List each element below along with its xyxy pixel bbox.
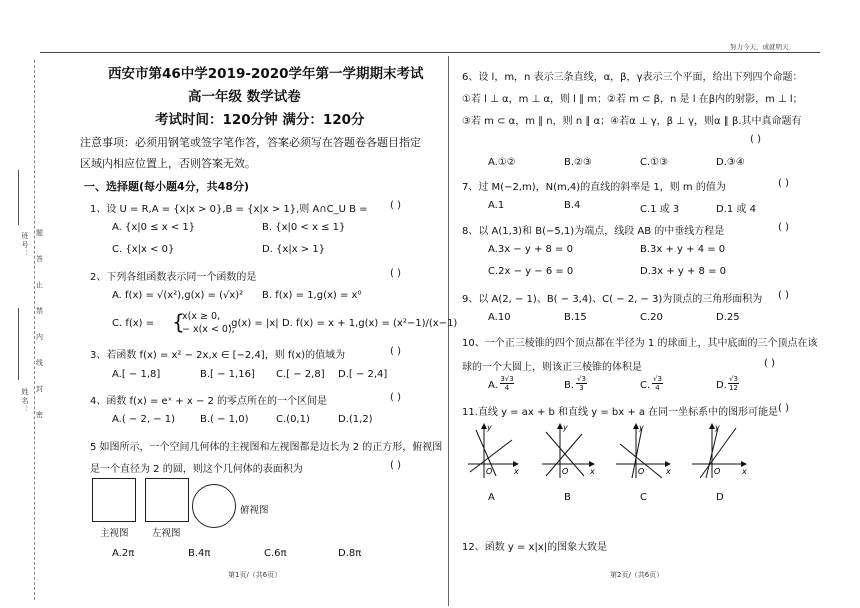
q5-paren: ( ) (390, 460, 401, 471)
seal-char: 封 (36, 385, 43, 393)
q2-case-2: − x(x < 0), (182, 324, 235, 335)
q2-option-a: A. f(x) = √(x²),g(x) = (√x)² (112, 290, 244, 301)
q9-paren: ( ) (778, 290, 789, 301)
seal-char: 题 (36, 229, 43, 237)
q5-stem-1: 5 如图所示，一个空间几何体的主视图和左视图都是边长为 2 的正方形，俯视图 (90, 442, 443, 453)
right-page-footer: 第2页/（共6页） (610, 571, 664, 579)
q10-option-d-denominator: 12 (729, 384, 738, 392)
q9-option-d: D.25 (716, 312, 740, 323)
id-blank (18, 170, 19, 225)
q4-paren: ( ) (390, 392, 401, 403)
q11-label-d: D (716, 492, 724, 503)
q10-option-a-denominator: 4 (504, 384, 510, 392)
front-view-label: 主视图 (100, 528, 129, 539)
q9-option-a: A.10 (488, 312, 511, 323)
graph-a (468, 424, 518, 478)
q2-option-d: D. f(x) = x + 1,g(x) = (x²−1)/(x−1) (282, 318, 458, 329)
exam-subtitle: 高一年级 数学试卷 (188, 89, 301, 105)
seal-char: 线 (36, 359, 43, 367)
q7-paren: ( ) (778, 178, 789, 189)
q10-option-a-prefix: A. (488, 380, 498, 391)
notice-line-1: 注意事项：必须用钢笔或签字笔作答，答案必须写在答题卷各题目指定 (80, 136, 421, 149)
q7-stem: 7、过 M(−2,m)，N(m,4)的直线的斜率是 1，则 m 的值为 (462, 182, 726, 193)
q3-option-c: C.[ − 2,8] (276, 369, 325, 380)
q8-stem: 8、以 A(1,3)和 B(−5,1)为端点，线段 AB 的中垂线方程是 (462, 226, 725, 237)
q4-stem: 4、函数 f(x) = eˣ + x − 2 的零点所在的一个区间是 (90, 396, 328, 407)
q7-option-b: B.4 (564, 200, 581, 211)
q9-stem: 9、以 A(2, − 1)、B( − 3,4)、C( − 2, − 3)为顶点的三角形面积为 (462, 294, 763, 305)
q1-option-b: B. {x|0 < x ≤ 1} (262, 222, 346, 233)
q8-option-a: A.3x − y + 8 = 0 (488, 244, 573, 255)
q7-option-c: C.1 或 3 (640, 204, 680, 215)
q11-label-b: B (564, 492, 571, 503)
top-view-label: 俯视图 (240, 505, 269, 516)
left-page-footer: 第1页/（共6页） (228, 571, 282, 579)
q5-stem-2: 是一个直径为 2 的圆，则这个几何体的表面积为 (90, 464, 303, 475)
q10-option-b-numerator: √3 (577, 375, 586, 383)
graph-c-y-label: y (639, 423, 644, 432)
graph-a-x-label: x (514, 467, 519, 476)
graph-c-origin: O (638, 467, 645, 476)
notice-line-2: 区域内相应位置上，否则答案无效。 (80, 157, 256, 170)
side-view-square (145, 478, 189, 522)
graph-a-y-label: y (487, 423, 492, 432)
top-view-circle (192, 484, 236, 528)
q10-option-c-prefix: C. (640, 380, 651, 391)
side-view-label: 左视图 (152, 528, 181, 539)
q12-stem: 12、函数 y = x|x|的图象大致是 (462, 542, 608, 553)
q3-option-a: A.[ − 1,8] (112, 369, 161, 380)
q5-option-d: D.8π (338, 548, 362, 559)
graph-c-x-label: x (666, 467, 671, 476)
q2-option-b: B. f(x) = 1,g(x) = x⁰ (262, 290, 362, 301)
q2-option-c-label: C. f(x) = (112, 318, 155, 329)
seal-line (34, 60, 35, 600)
q6-line-2: ①若 l ⊥ α，m ⊥ α，则 l ∥ m；②若 m ⊂ β，n 是 l 在β内的射影，m ⊥ l； (462, 94, 803, 105)
q6-paren: ( ) (750, 134, 761, 145)
q11-label-a: A (488, 492, 495, 503)
q2-stem: 2、下列各组函数表示同一个函数的是 (90, 272, 257, 283)
q6-option-c: C.①③ (640, 157, 669, 168)
q6-option-a: A.①② (488, 157, 516, 168)
graph-b-y-label: y (563, 423, 568, 432)
q10-option-d-numerator: √3 (729, 375, 738, 383)
q10-stem-2: 球的一个大圆上，则该正三棱锥的体积是 (462, 362, 642, 373)
graph-b-x-label: x (590, 467, 595, 476)
q2-case-1: x(x ≥ 0, (182, 311, 221, 322)
header-motto: 努力今天，成就明天 (730, 43, 789, 51)
q10-option-d-prefix: D. (716, 380, 727, 391)
q2-paren: ( ) (390, 268, 401, 279)
q11-graphs (456, 420, 836, 482)
q5-option-b: B.4π (188, 548, 211, 559)
seal-char: 止 (36, 281, 43, 289)
q8-paren: ( ) (778, 222, 789, 233)
q10-option-c-fraction (652, 375, 663, 392)
q1-option-d: D. {x|x > 1} (262, 244, 326, 255)
name-blank (18, 308, 19, 380)
q3-stem: 3、若函数 f(x) = x² − 2x,x ∈ [−2,4]，则 f(x)的值域为 (90, 350, 346, 361)
q7-option-a: A.1 (488, 200, 505, 211)
seal-char: 答 (36, 255, 43, 263)
graph-b-origin: O (562, 467, 569, 476)
header-rule (40, 52, 820, 53)
q1-paren: ( ) (390, 200, 401, 211)
q8-option-b: B.3x + y + 4 = 0 (640, 244, 726, 255)
q3-option-d: D.[ − 2,4] (338, 369, 388, 380)
q4-option-c: C.(0,1) (276, 414, 310, 425)
q8-option-d: D.3x + y + 8 = 0 (640, 266, 727, 277)
q4-option-d: D.(1,2) (338, 414, 373, 425)
q10-option-b-prefix: B. (564, 380, 575, 391)
q8-option-c: C.2x − y − 6 = 0 (488, 266, 574, 277)
q10-option-c-denominator: 4 (655, 384, 660, 392)
id-label: 班号： (21, 232, 29, 259)
q6-line-3: ③若 m ⊂ α，m ∥ n，则 n ∥ α；④若α ⊥ γ，β ⊥ γ，则α ∥ β.其中真命题有 (462, 116, 802, 127)
q4-option-b: B.( − 1,0) (200, 414, 249, 425)
q5-option-a: A.2π (112, 548, 135, 559)
q10-option-a-fraction (500, 375, 514, 392)
q10-paren: ( ) (764, 358, 775, 369)
page-divider (448, 56, 449, 606)
seal-char: 禁 (36, 307, 43, 315)
q4-option-a: A.( − 2, − 1) (112, 414, 176, 425)
q9-option-c: C.20 (640, 312, 663, 323)
q10-option-b-fraction (576, 375, 587, 392)
q10-stem-1: 10、一个正三棱锥的四个顶点都在半径为 1 的球面上，其中底面的三个顶点在该 (462, 338, 818, 349)
q1-stem: 1、设 U = R,A = {x|x > 0},B = {x|x > 1},则 A∩C_U B = (90, 204, 368, 215)
q6-option-d: D.③④ (716, 157, 745, 168)
graph-d-x-label: x (742, 467, 747, 476)
exam-title: 西安市第46中学2019-2020学年第一学期期末考试 (108, 66, 424, 82)
graph-d-y-label: y (715, 423, 720, 432)
q11-label-c: C (640, 492, 647, 503)
q10-option-d-fraction (728, 375, 739, 392)
name-label: 姓名： (21, 388, 29, 415)
q2-option-c-rest: ,g(x) = |x| (228, 318, 279, 329)
q10-option-b-denominator: 3 (579, 384, 584, 392)
q11-paren: ( ) (778, 403, 789, 414)
q10-option-a-numerator: 3√3 (500, 375, 514, 383)
seal-char: 密 (36, 411, 43, 419)
graph-d-origin: O (714, 467, 721, 476)
q3-option-b: B.[ − 1,16] (200, 369, 255, 380)
q6-option-b: B.②③ (564, 157, 592, 168)
section-heading: 一、选择题(每小题4分，共48分) (84, 180, 250, 193)
q2-brace: { (172, 310, 185, 334)
q1-option-c: C. {x|x < 0} (112, 244, 175, 255)
q9-option-b: B.15 (564, 312, 587, 323)
q7-option-d: D.1 或 4 (716, 204, 756, 215)
q5-option-c: C.6π (264, 548, 287, 559)
q10-option-c-numerator: √3 (653, 375, 662, 383)
q1-option-a: A. {x|0 ≤ x < 1} (112, 222, 196, 233)
graph-a-origin: O (486, 467, 493, 476)
exam-time-info: 考试时间：120分钟 满分：120分 (155, 112, 365, 128)
front-view-square (92, 478, 136, 522)
seal-char: 内 (36, 333, 43, 341)
q11-stem: 11.直线 y = ax + b 和直线 y = bx + a 在同一坐标系中的图形可能是 (462, 407, 779, 418)
q3-paren: ( ) (390, 346, 401, 357)
q6-stem: 6、设 l，m，n 表示三条直线，α，β，γ表示三个平面，给出下列四个命题： (462, 72, 803, 83)
